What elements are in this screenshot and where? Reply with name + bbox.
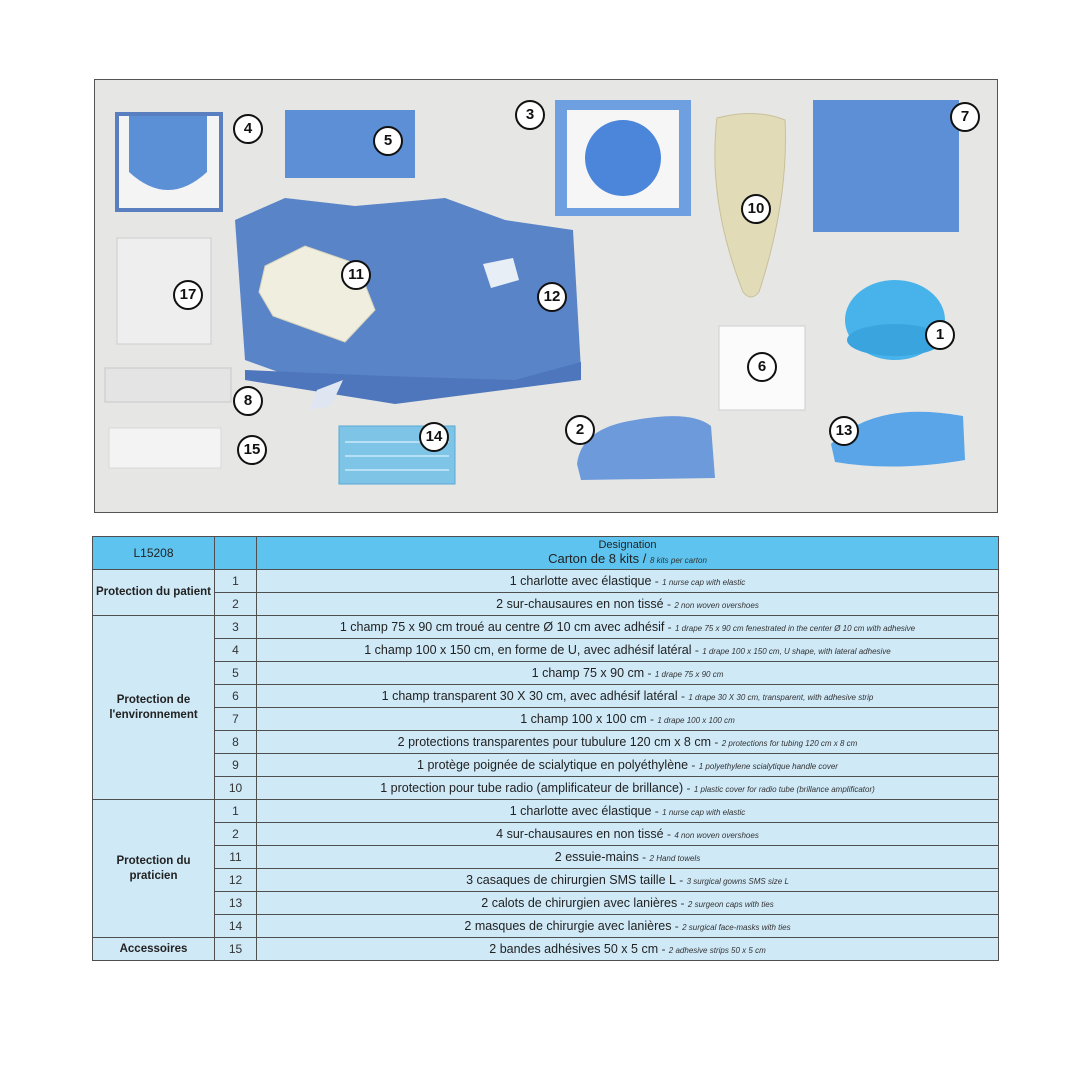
item-separator: -	[658, 942, 669, 956]
designation-carton	[257, 551, 998, 568]
item-description-en: 4 non woven overshoes	[674, 831, 759, 840]
item-number: 6	[215, 685, 257, 708]
product-reference: L15208	[93, 537, 215, 570]
item-description-fr: 2 protections transparentes pour tubulure 120 cm x 8 cm	[397, 735, 712, 749]
callout-17: 17	[173, 280, 203, 310]
item-number: 15	[215, 938, 257, 961]
item-designation	[257, 616, 999, 639]
item-description-en: 1 polyethylene scialytique handle cover	[698, 762, 838, 771]
table-row	[93, 685, 999, 708]
callout-14: 14	[419, 422, 449, 452]
item-separator: -	[663, 597, 675, 611]
drape-u-cutout	[129, 116, 207, 190]
callout-13: 13	[829, 416, 859, 446]
table-row	[93, 570, 999, 593]
item-number: 8	[215, 731, 257, 754]
item-separator: -	[646, 712, 658, 726]
item-description-fr: 3 casaques de chirurgien SMS taille L	[466, 873, 676, 887]
item-number: 10	[215, 777, 257, 800]
item-designation	[257, 708, 999, 731]
kit-product-photo	[94, 79, 998, 513]
callout-4: 4	[233, 114, 263, 144]
item-description-fr: 1 champ 100 x 150 cm, en forme de U, avec adhésif latéral	[364, 643, 692, 657]
item-separator: -	[677, 896, 688, 910]
item-description-en: 1 drape 30 X 30 cm, transparent, with adhesive strip	[688, 693, 874, 702]
item-designation	[257, 754, 999, 777]
table-row	[93, 823, 999, 846]
item-separator: -	[651, 804, 663, 818]
item-separator: -	[663, 827, 675, 841]
item-number: 4	[215, 639, 257, 662]
item-designation	[257, 938, 999, 961]
item-designation	[257, 731, 999, 754]
item-number: 5	[215, 662, 257, 685]
item-description-en: 2 non woven overshoes	[674, 601, 759, 610]
item-separator: -	[688, 758, 699, 772]
item-separator: -	[683, 781, 694, 795]
callout-10: 10	[741, 194, 771, 224]
item-designation	[257, 823, 999, 846]
item-description-fr: 1 protège poignée de scialytique en polyéthylène	[417, 758, 689, 772]
item-separator: -	[651, 574, 663, 588]
item-description-fr: 1 charlotte avec élastique	[509, 804, 652, 818]
section-label: Accessoires	[93, 938, 215, 961]
designation-title: Designation	[598, 538, 657, 551]
table-row	[93, 846, 999, 869]
item-number: 14	[215, 915, 257, 938]
item-designation	[257, 593, 999, 616]
item-designation	[257, 846, 999, 869]
section-label: Protection du praticien	[93, 800, 215, 938]
table-row	[93, 869, 999, 892]
item-separator: -	[711, 735, 722, 749]
item-description-en: 2 surgeon caps with ties	[687, 900, 774, 909]
item-description-en: 1 nurse cap with elastic	[662, 578, 746, 587]
item-description-en: 2 surgical face-masks with ties	[682, 923, 791, 932]
item-designation	[257, 800, 999, 823]
header-blank-cell	[215, 537, 257, 570]
item-designation	[257, 869, 999, 892]
table-row	[93, 938, 999, 961]
callout-11: 11	[341, 260, 371, 290]
item-description-fr: 4 sur-chausaures en non tissé	[496, 827, 664, 841]
callout-7: 7	[950, 102, 980, 132]
item-description-en: 1 drape 100 x 150 cm, U shape, with lateral adhesive	[702, 647, 891, 656]
item-separator: -	[638, 850, 650, 864]
item-description-en: 2 Hand towels	[649, 854, 701, 863]
item-number: 12	[215, 869, 257, 892]
item-designation	[257, 915, 999, 938]
table-row	[93, 915, 999, 938]
item-description-fr: 1 champ 75 x 90 cm	[531, 666, 645, 680]
item-description-fr: 2 bandes adhésives 50 x 5 cm	[489, 942, 659, 956]
item-description-en: 1 nurse cap with elastic	[662, 808, 746, 817]
item-separator: -	[675, 873, 687, 887]
item-separator: -	[677, 689, 689, 703]
item-separator: -	[664, 620, 675, 634]
item-separator: -	[671, 919, 683, 933]
item-description-en: 1 plastic cover for radio tube (brillance amplificator)	[693, 785, 875, 794]
item-number: 7	[215, 708, 257, 731]
item-description-en: 3 surgical gowns SMS size L	[686, 877, 789, 886]
adhesive-strips	[109, 428, 221, 468]
item-description-en: 1 drape 100 x 100 cm	[657, 716, 735, 725]
item-number: 11	[215, 846, 257, 869]
table-row	[93, 639, 999, 662]
item-description-en: 1 drape 75 x 90 cm	[654, 670, 724, 679]
overshoes	[577, 416, 715, 480]
item-designation	[257, 639, 999, 662]
callout-3: 3	[515, 100, 545, 130]
item-description-en: 2 protections for tubing 120 cm x 8 cm	[721, 739, 858, 748]
item-designation	[257, 570, 999, 593]
item-description-fr: 2 masques de chirurgie avec lanières	[464, 919, 672, 933]
item-description-en: 1 drape 75 x 90 cm fenestrated in the center Ø 10 cm with adhesive	[675, 624, 916, 633]
item-designation	[257, 662, 999, 685]
item-number: 1	[215, 570, 257, 593]
item-description-fr: 1 champ transparent 30 X 30 cm, avec adhésif latéral	[381, 689, 678, 703]
designation-english: 8 kits per carton	[649, 555, 707, 565]
table-header-row	[93, 537, 999, 570]
drape-100x100	[813, 100, 959, 232]
item-description-fr: 2 calots de chirurgien avec lanières	[481, 896, 678, 910]
item-description-fr: 1 protection pour tube radio (amplificateur de brillance)	[380, 781, 684, 795]
section-label: Protection de l'environnement	[93, 616, 215, 800]
item-number: 9	[215, 754, 257, 777]
table-row	[93, 800, 999, 823]
item-description-fr: 1 charlotte avec élastique	[509, 574, 652, 588]
callout-1: 1	[925, 320, 955, 350]
section-label: Protection du patient	[93, 570, 215, 616]
item-separator: -	[691, 643, 703, 657]
item-separator: -	[644, 666, 655, 680]
callout-5: 5	[373, 126, 403, 156]
item-description-fr: 1 champ 100 x 100 cm	[520, 712, 647, 726]
callout-2: 2	[565, 415, 595, 445]
table-row	[93, 892, 999, 915]
table-row	[93, 731, 999, 754]
item-number: 1	[215, 800, 257, 823]
item-description-fr: 2 essuie-mains	[554, 850, 639, 864]
item-designation	[257, 892, 999, 915]
table-row	[93, 593, 999, 616]
item-number: 3	[215, 616, 257, 639]
callout-6: 6	[747, 352, 777, 382]
item-number: 2	[215, 823, 257, 846]
table-row	[93, 708, 999, 731]
designation-main: Carton de 8 kits /	[548, 550, 647, 566]
table-row	[93, 777, 999, 800]
item-description-fr: 2 sur-chausaures en non tissé	[496, 597, 664, 611]
callout-8: 8	[233, 386, 263, 416]
table-row	[93, 616, 999, 639]
designation-header	[257, 537, 999, 570]
item-designation	[257, 777, 999, 800]
item-designation	[257, 685, 999, 708]
table-row	[93, 662, 999, 685]
tubing-protection	[105, 368, 231, 402]
callout-15: 15	[237, 435, 267, 465]
table-row	[93, 754, 999, 777]
kit-composition-table	[92, 536, 999, 961]
item-number: 13	[215, 892, 257, 915]
item-description-en: 2 adhesive strips 50 x 5 cm	[668, 946, 766, 955]
item-description-fr: 1 champ 75 x 90 cm troué au centre Ø 10 cm avec adhésif	[339, 620, 665, 634]
item-number: 2	[215, 593, 257, 616]
callout-12: 12	[537, 282, 567, 312]
